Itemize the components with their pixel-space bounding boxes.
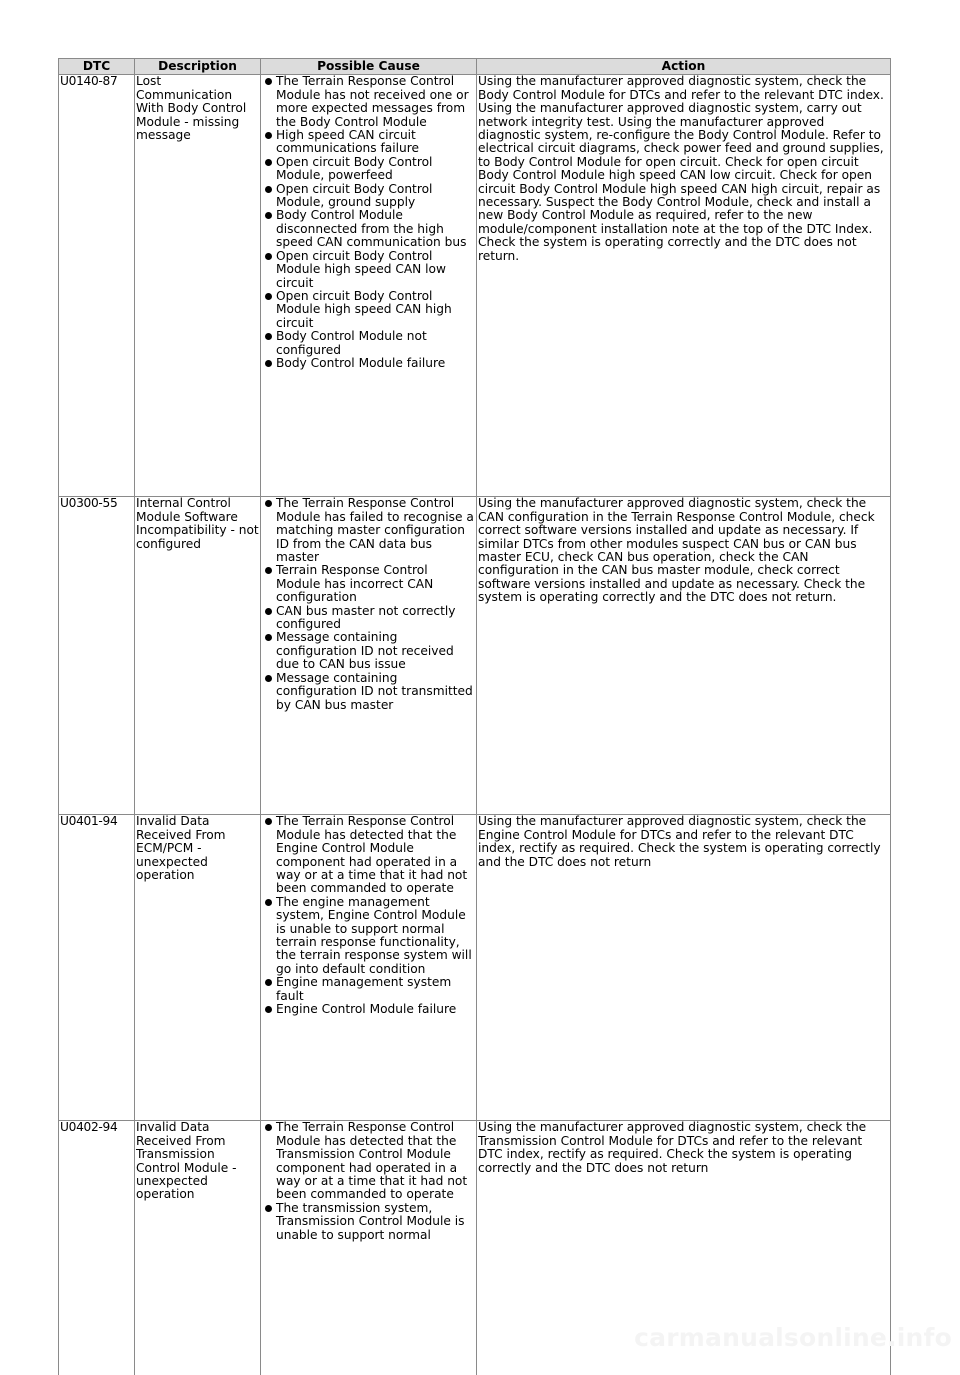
cause-item: The transmission system, Transmission Control Module is unable to support normal bbox=[276, 1202, 475, 1242]
cause-item: Message containing configuration ID not transmitted by CAN bus master bbox=[276, 672, 475, 712]
header-action: Action bbox=[477, 59, 891, 75]
possible-causes bbox=[261, 1121, 477, 1375]
cause-list bbox=[262, 1121, 475, 1242]
cause-item: Body Control Module not configured bbox=[276, 330, 475, 357]
cause-item: The Terrain Response Control Module has detected that the Transmission Control Module component had operated in a way or at a time that it had not been commanded to operate bbox=[276, 1121, 475, 1201]
possible-causes bbox=[261, 815, 477, 1121]
table-row bbox=[59, 75, 891, 497]
cause-item: Open circuit Body Control Module, powerfeed bbox=[276, 156, 475, 183]
header-possible-cause: Possible Cause bbox=[261, 59, 477, 75]
dtc-table bbox=[58, 58, 891, 1375]
cause-item: The Terrain Response Control Module has failed to recognise a matching master configuration ID from the CAN data bus master bbox=[276, 496, 474, 565]
dtc-description: Lost Communication With Body Control Module - missing message bbox=[135, 75, 261, 497]
cause-list bbox=[262, 497, 475, 712]
cause-item: Body Control Module disconnected from the high speed CAN communication bus bbox=[276, 209, 475, 249]
dtc-code: U0140-87 bbox=[59, 75, 135, 497]
cause-item: Engine management system fault bbox=[276, 976, 475, 1003]
cause-list bbox=[262, 815, 475, 1016]
dtc-code: U0401-94 bbox=[59, 815, 135, 1121]
cause-item: Open circuit Body Control Module, ground supply bbox=[276, 183, 475, 210]
cause-item: Terrain Response Control Module has incorrect CAN configuration bbox=[276, 564, 475, 604]
cause-list bbox=[262, 75, 475, 370]
header-dtc: DTC bbox=[59, 59, 135, 75]
cause-item: Body Control Module failure bbox=[276, 357, 475, 370]
dtc-description: Invalid Data Received From Transmission Control Module - unexpected operation bbox=[135, 1121, 261, 1375]
cause-item: High speed CAN circuit communications failure bbox=[276, 129, 475, 156]
cause-item: Open circuit Body Control Module high speed CAN low circuit bbox=[276, 250, 475, 290]
possible-causes bbox=[261, 75, 477, 497]
watermark: carmanualsonline.info bbox=[634, 1323, 952, 1352]
dtc-action: Using the manufacturer approved diagnostic system, check the CAN configuration in the Terrain Response Control Module, check correct software versions installed and update as necessary. If similar DTCs from other modules suspect CAN bus or CAN bus master ECU, check CAN bus operation, check the CAN configuration in the CAN bus master module, check correct software versions installed and update as necessary. Check the system is operating correctly and the DTC does not return. bbox=[477, 497, 891, 815]
header-description: Description bbox=[135, 59, 261, 75]
dtc-code: U0402-94 bbox=[59, 1121, 135, 1375]
dtc-description: Internal Control Module Software Incompatibility - not configured bbox=[135, 497, 261, 815]
cause-item: CAN bus master not correctly configured bbox=[276, 605, 475, 632]
dtc-action: Using the manufacturer approved diagnostic system, check the Transmission Control Module for DTCs and refer to the relevant DTC index, rectify as required. Check the system is operating correctly and the DTC does not return bbox=[477, 1121, 891, 1375]
dtc-action: Using the manufacturer approved diagnostic system, check the Body Control Module for DTCs and refer to the relevant DTC index. Using the manufacturer approved diagnostic system, carry out network integrity test. Using the manufacturer approved diagnostic system, re-configure the Body Control Module. Refer to electrical circuit diagrams, check power feed and ground supplies, to Body Control Module for open circuit. Check for open circuit Body Control Module high speed CAN low circuit. Check for open circuit Body Control Module high speed CAN high circuit, repair as necessary. Suspect the Body Control Module, check and install a new Body Control Module as required, refer to the new module/component installation note at the top of the DTC Index. Check the system is operating correctly and the DTC does not return. bbox=[477, 75, 891, 497]
dtc-action: Using the manufacturer approved diagnostic system, check the Engine Control Module for DTCs and refer to the relevant DTC index, rectify as required. Check the system is operating correctly and the DTC does not return bbox=[477, 815, 891, 1121]
cause-item: The Terrain Response Control Module has detected that the Engine Control Module component had operated in a way or at a time that it had not been commanded to operate bbox=[276, 815, 475, 895]
table-header-row bbox=[59, 59, 891, 75]
cause-item: Open circuit Body Control Module high speed CAN high circuit bbox=[276, 290, 475, 330]
possible-causes bbox=[261, 497, 477, 815]
cause-item: The engine management system, Engine Control Module is unable to support normal terrain response functionality, the terrain response system will go into default condition bbox=[276, 896, 475, 976]
cause-item: The Terrain Response Control Module has not received one or more expected messages from the Body Control Module bbox=[276, 75, 475, 129]
dtc-description: Invalid Data Received From ECM/PCM - unexpected operation bbox=[135, 815, 261, 1121]
cause-item: Message containing configuration ID not received due to CAN bus issue bbox=[276, 631, 475, 671]
table-row bbox=[59, 815, 891, 1121]
dtc-code: U0300-55 bbox=[59, 497, 135, 815]
cause-item: Engine Control Module failure bbox=[276, 1003, 475, 1016]
table-row bbox=[59, 497, 891, 815]
